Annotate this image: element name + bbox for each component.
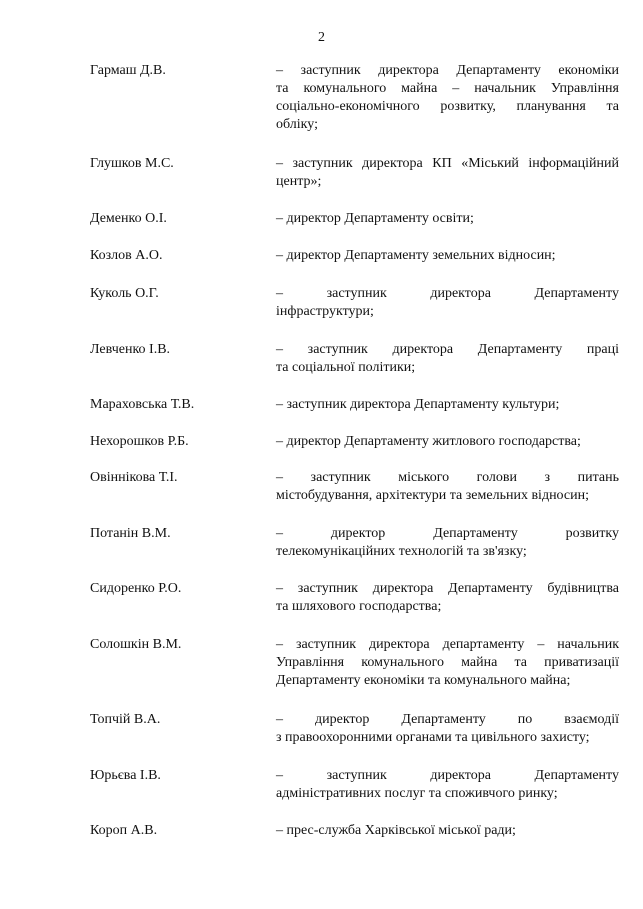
role-line: інфраструктури; xyxy=(276,304,374,319)
person-name: Глушков М.С. xyxy=(90,156,174,171)
role-line: Департаменту економіки та комунального майна; xyxy=(276,673,571,688)
person-name: Куколь О.Г. xyxy=(90,286,159,301)
role-line: – директор Департаменту земельних відносин; xyxy=(276,248,556,263)
person-name: Левченко І.В. xyxy=(90,342,171,357)
role-line: та шляхового господарства; xyxy=(276,599,442,614)
person-name: Овіннікова Т.І. xyxy=(90,470,178,485)
role-line: соціально-економічного розвитку, планування та xyxy=(276,99,619,114)
person-role xyxy=(276,525,619,561)
role-line: – заступник директора Департаменту будівництва xyxy=(276,581,619,596)
person-role xyxy=(276,433,619,451)
role-line: – заступник міського голови з питань xyxy=(276,470,619,485)
role-line: – заступник директора Департаменту праці xyxy=(276,342,619,357)
person-role xyxy=(276,285,619,321)
person-name: Сидоренко Р.О. xyxy=(90,581,182,596)
person-name: Деменко О.І. xyxy=(90,211,167,226)
role-line: – директор Департаменту житлового господарства; xyxy=(276,434,581,449)
role-line: з правоохоронними органами та цивільного захисту; xyxy=(276,730,590,745)
role-line: – заступник директора департаменту – начальник xyxy=(276,637,619,652)
role-line: – заступник директора Департаменту xyxy=(276,286,619,301)
person-role xyxy=(276,580,619,616)
role-line: та соціальної політики; xyxy=(276,360,416,375)
person-name: Гармаш Д.В. xyxy=(90,63,166,78)
role-line: Управління комунального майна та приватизації xyxy=(276,655,619,670)
role-line: телекомунікаційних технологій та зв'язку; xyxy=(276,544,527,559)
person-name: Короп А.В. xyxy=(90,823,158,838)
person-name: Нехорошков Р.Б. xyxy=(90,434,189,449)
person-name: Мараховська Т.В. xyxy=(90,397,195,412)
person-role xyxy=(276,210,619,228)
role-line: – заступник директора Департаменту економіки xyxy=(276,63,619,78)
person-name: Козлов А.О. xyxy=(90,248,163,263)
role-line: – директор Департаменту по взаємодії xyxy=(276,712,619,727)
person-role xyxy=(276,822,619,840)
page-number: 2 xyxy=(318,30,325,45)
person-role xyxy=(276,155,619,191)
role-line: адміністративних послуг та споживчого ринку; xyxy=(276,786,558,801)
person-name: Юрьєва І.В. xyxy=(90,768,161,783)
role-line: – директор Департаменту освіти; xyxy=(276,211,474,226)
role-line: обліку; xyxy=(276,117,318,132)
person-name: Потанін В.М. xyxy=(90,526,171,541)
role-line: – заступник директора Департаменту культури; xyxy=(276,397,560,412)
role-line: – заступник директора Департаменту xyxy=(276,768,619,783)
role-line: – прес-служба Харківської міської ради; xyxy=(276,823,516,838)
person-role xyxy=(276,341,619,377)
role-line: центр»; xyxy=(276,174,322,189)
person-role xyxy=(276,711,619,747)
person-role xyxy=(276,247,619,265)
person-role xyxy=(276,469,619,505)
person-role xyxy=(276,636,619,690)
role-line: – директор Департаменту розвитку xyxy=(276,526,619,541)
person-role xyxy=(276,396,619,414)
role-line: містобудування, архітектури та земельних відносин; xyxy=(276,488,589,503)
role-line: – заступник директора КП «Міський інформаційний xyxy=(276,156,619,171)
person-name: Топчій В.А. xyxy=(90,712,161,727)
person-role xyxy=(276,62,619,134)
person-name: Солошкін В.М. xyxy=(90,637,182,652)
role-line: та комунального майна – начальник Управління xyxy=(276,81,619,96)
person-role xyxy=(276,767,619,803)
